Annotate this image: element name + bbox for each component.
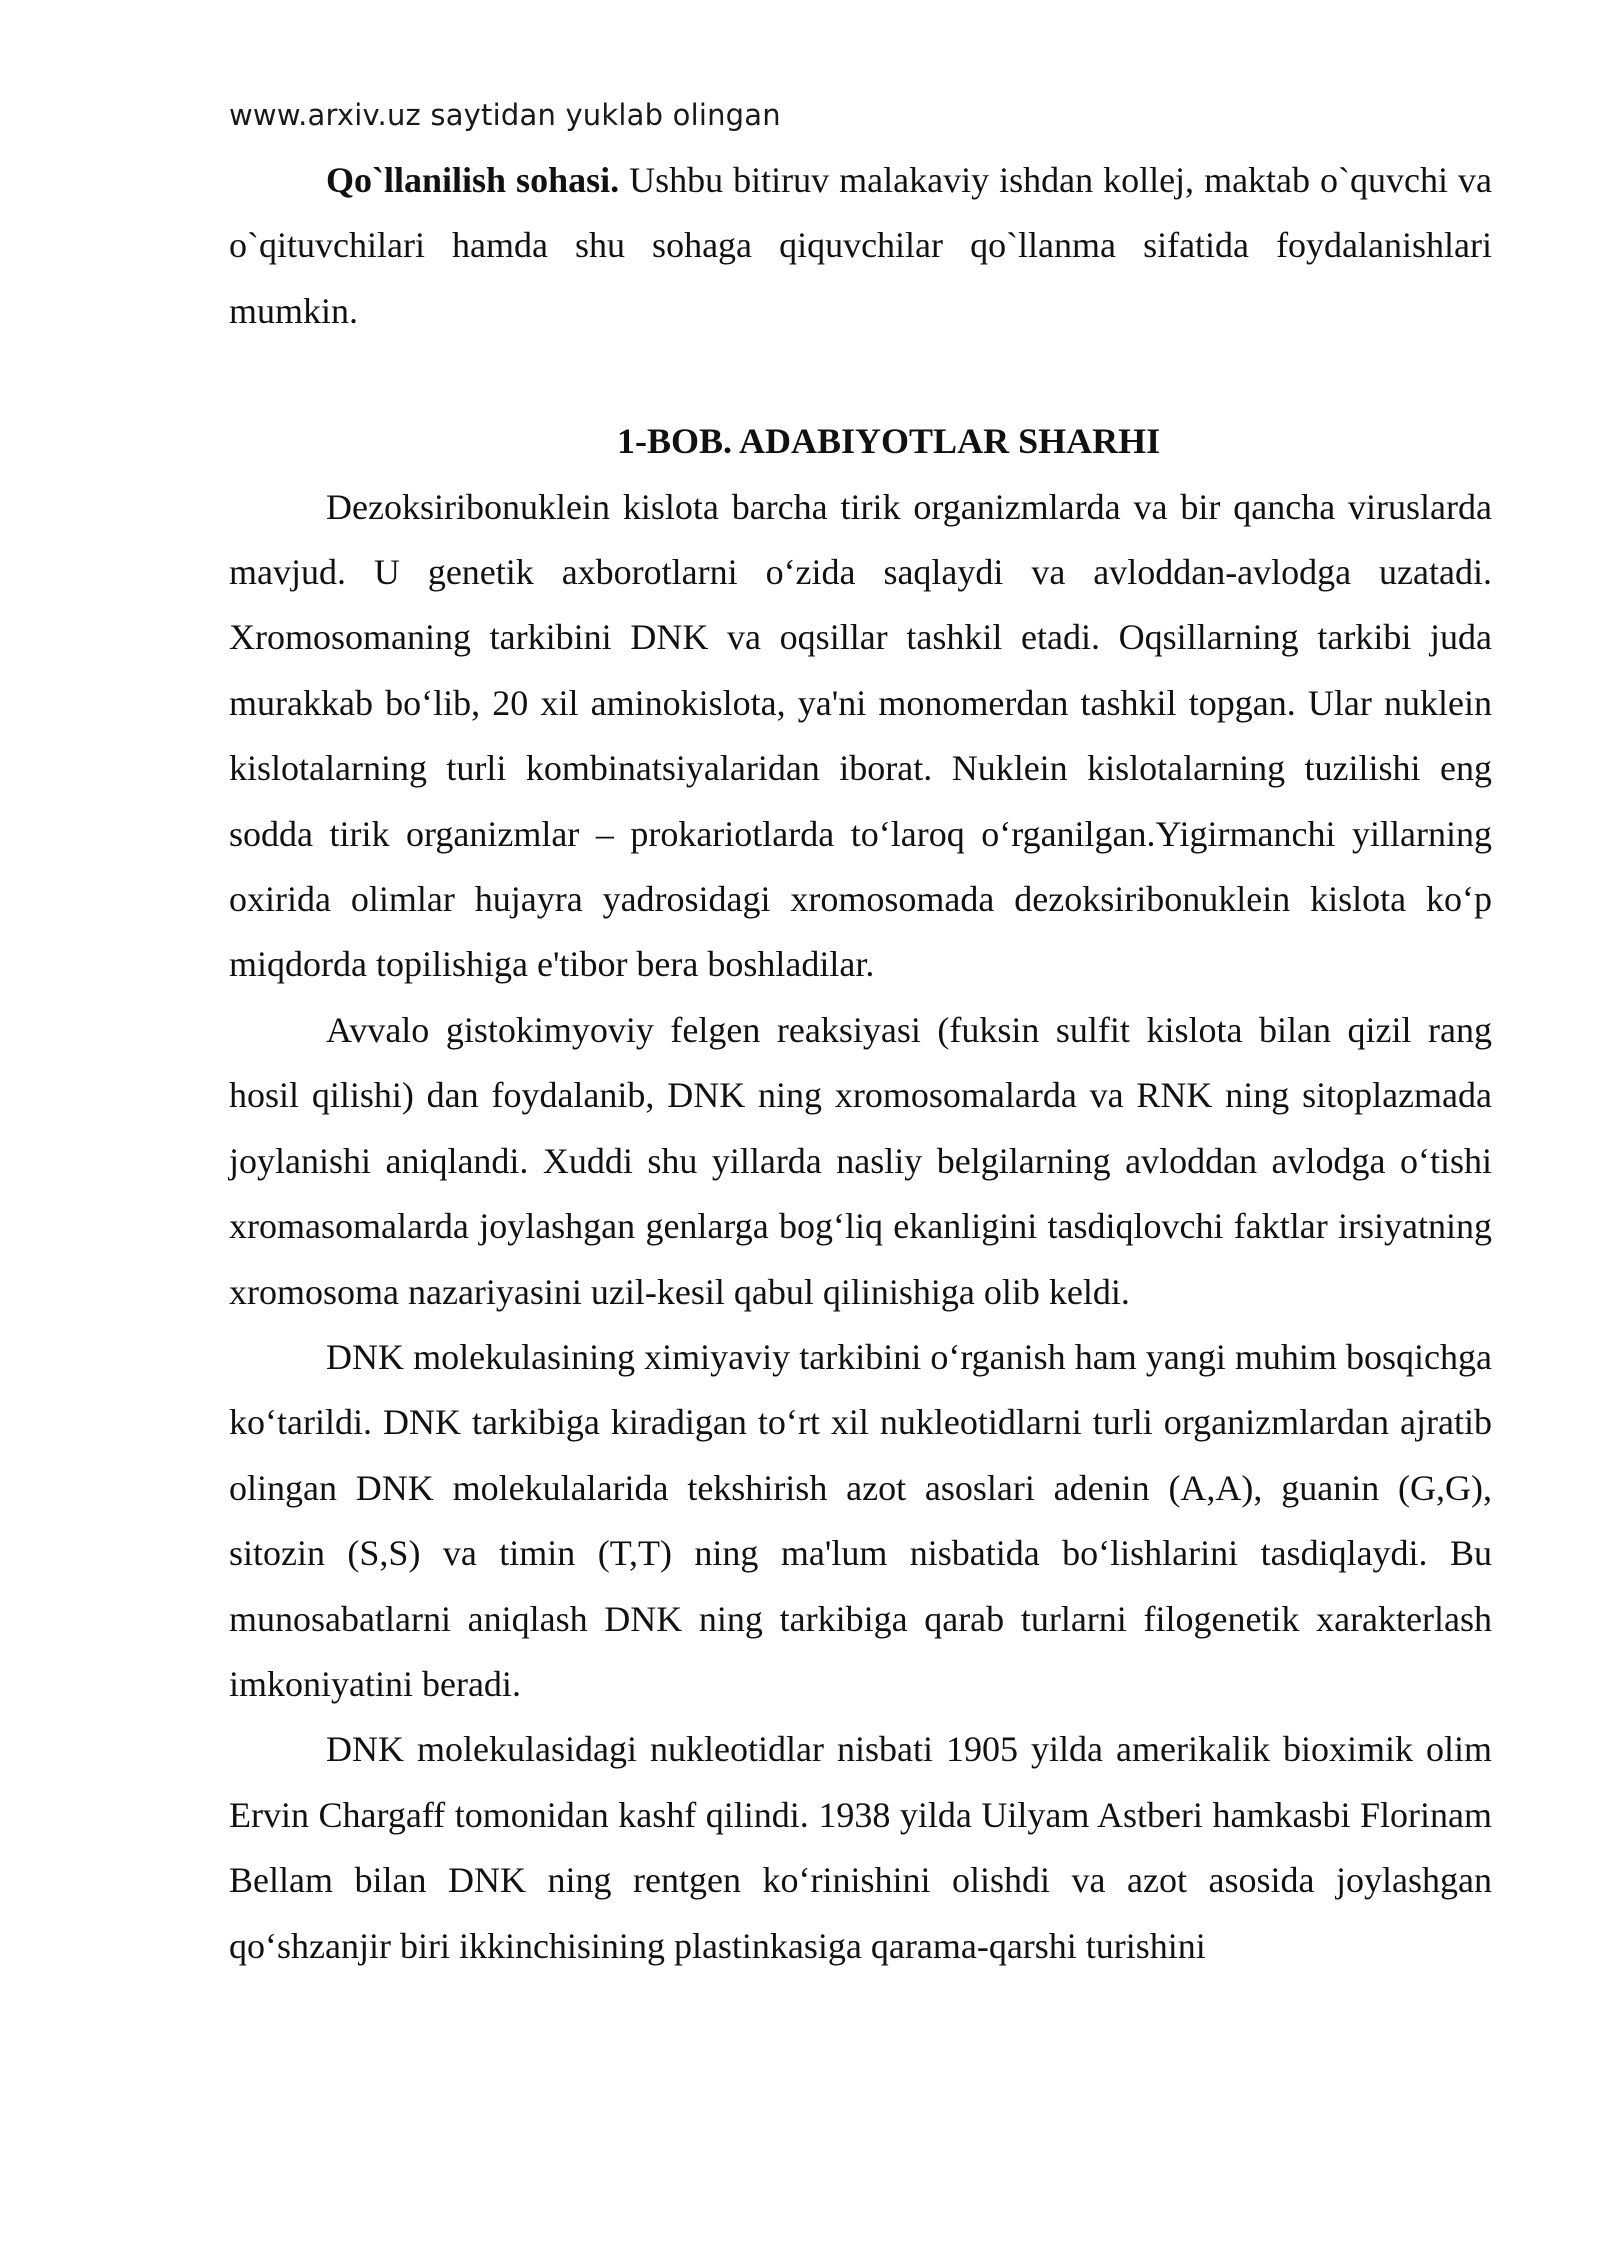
intro-lead: Qo`llanilish sohasi. — [326, 160, 620, 200]
intro-paragraph — [229, 148, 1492, 344]
document-body — [229, 148, 1492, 1979]
intro-text: Ushbu bitiruv malakaviy ishdan kollej, maktab o`quvchi va o`qituvchilari hamda shu sohaga qiquvchilar qo`llanma sifatida foydalanishlari mumkin. — [229, 160, 1492, 331]
blank-line — [229, 344, 1492, 409]
watermark-text: www.arxiv.uz saytidan yuklab olingan — [229, 98, 781, 132]
chapter-title: 1-BOB. ADABIYOTLAR SHARHI — [617, 421, 1161, 462]
body-paragraph-2: Avvalo gistokimyoviy felgen reaksiyasi (fuksin sulfit kislota bilan qizil rang hosil qilishi) dan foydalanib, DNK ning xromosomalarda va RNK ning sitoplazmada joylanishi aniqlandi. Xuddi shu yillarda nasliy belgilarning avloddan avlodga o‘tishi xromasomalarda joylashgan genlarga bog‘liq ekanligini tasdiqlovchi faktlar irsiyatning xromosoma nazariyasini uzil-kesil qabul qilinishiga olib keldi. — [229, 1009, 1492, 1312]
body-paragraph-1: Dezoksiribonuklein kislota barcha tirik organizmlarda va bir qancha viruslarda mavjud. U genetik axborotlarni o‘zida saqlaydi va avloddan-avlodga uzatadi. Xromosomaning tarkibini DNK va oqsillar tashkil etadi. Oqsillarning tarkibi juda murakkab bo‘lib, 20 xil aminokislota, ya'ni monomerdan tashkil topgan. Ular nuklein kislotalarning turli kombinatsiyalaridan iborat. Nuklein kislotalarning tuzilishi eng sodda tirik organizmlar – prokariotlarda to‘laroq o‘rganilgan.Yigirmanchi yillarning oxirida olimlar hujayra yadrosidagi xromosomada dezoksiribonuklein kislota ko‘p miqdorda topilishiga e'tibor bera boshladilar. — [229, 486, 1492, 985]
body-paragraph-4: DNK molekulasidagi nukleotidlar nisbati 1905 yilda amerikalik bioximik olim Ervin Chargaff tomonidan kashf qilindi. 1938 yilda Uilyam Astberi hamkasbi Florinam Bellam bilan DNK ning rentgen ko‘rinishini olishdi va azot asosida joylashgan qo‘shzanjir biri ikkinchisining plastinkasiga qarama-qarshi turishini — [229, 1729, 1492, 1966]
body-paragraph-3: DNK molekulasining ximiyaviy tarkibini o‘rganish ham yangi muhim bosqichga ko‘tarildi. DNK tarkibiga kiradigan to‘rt xil nukleotidlarni turli organizmlardan ajratib olingan DNK molekulalarida tekshirish azot asoslari adenin (A,A), guanin (G,G), sitozin (S,S) va timin (T,T) ning ma'lum nisbatida bo‘lishlarini tasdiqlaydi. Bu munosabatlarni aniqlash DNK ning tarkibiga qarab turlarni filogenetik xarakterlash imkoniyatini beradi. — [229, 1336, 1492, 1704]
